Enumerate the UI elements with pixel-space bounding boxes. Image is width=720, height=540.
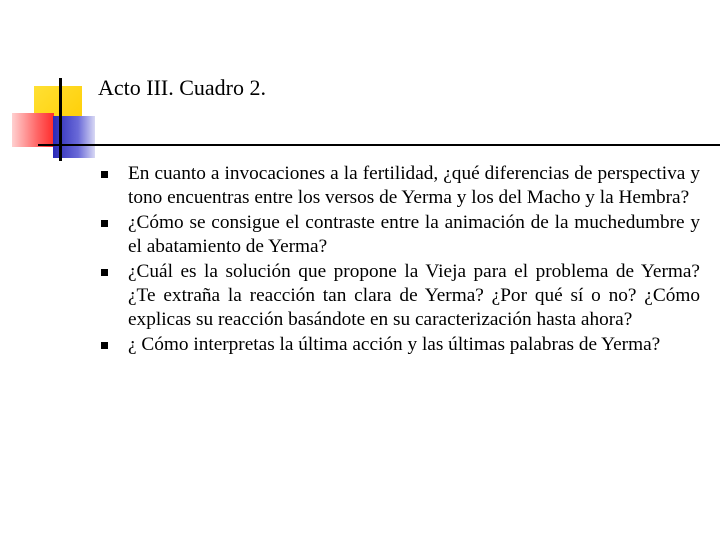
bullet-item	[98, 211, 700, 260]
slide-title: Acto III. Cuadro 2.	[98, 75, 267, 100]
square-bullet-icon	[101, 171, 108, 178]
bullet-text: En cuanto a invocaciones a la fertilidad, ¿qué diferencias de perspectiva y tono encuentras entre los versos de Yerma y los del Macho y la Hembra?	[128, 163, 700, 209]
bullet-item	[98, 333, 700, 357]
bullet-list	[98, 162, 700, 357]
bullet-text: ¿ Cómo interpretas la última acción y las últimas palabras de Yerma?	[128, 333, 661, 355]
red-square-decoration	[12, 113, 54, 147]
vertical-rule-decoration	[59, 78, 62, 161]
horizontal-rule-decoration	[38, 144, 720, 146]
bullet-text: ¿Cómo se consigue el contraste entre la animación de la muchedumbre y el abatamiento de Yerma?	[128, 211, 700, 258]
bullet-text: ¿Cuál es la solución que propone la Vieja para el problema de Yerma? ¿Te extraña la reacción tan clara de Yerma? ¿Por qué sí o no? ¿Cómo explicas su reacción basándote en su caracterización hasta ahora?	[128, 260, 700, 331]
square-bullet-icon	[101, 342, 108, 349]
square-bullet-icon	[101, 269, 108, 276]
bullet-item	[98, 162, 700, 211]
bullet-item	[98, 260, 700, 333]
square-bullet-icon	[101, 220, 108, 227]
